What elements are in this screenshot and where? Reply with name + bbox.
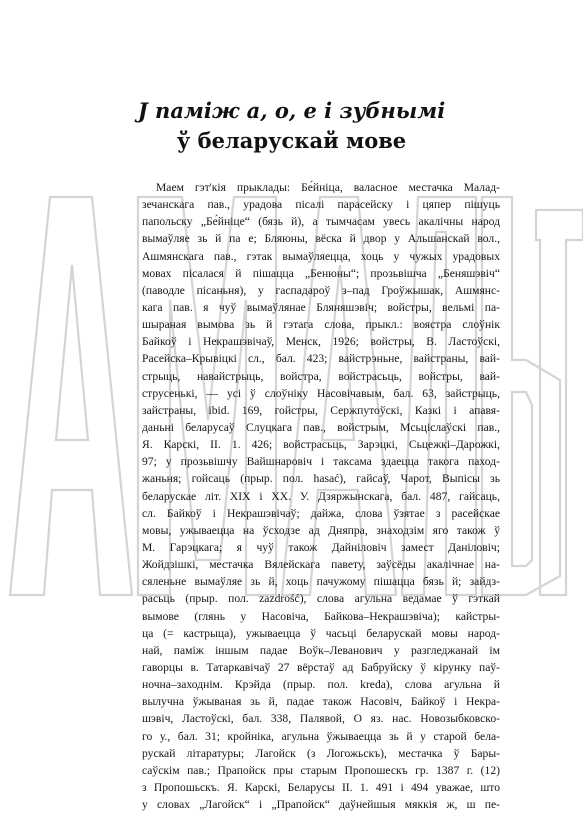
text-line: сл. Байкоў і Некрашэвічаў; дайжа, слова ўзятае з расейскае xyxy=(142,506,500,520)
title-line-2: ў беларускай мове xyxy=(176,128,407,153)
text-line: струсенькі, — усі ў слоўніку Насовічавым, бал. 63, зайстрыць, xyxy=(142,386,500,400)
title-line-1: Ј паміж а, о, е і зубнымі xyxy=(137,98,446,123)
text-line: шыраная вымова зь й гэтага слова, прыкл.: воястра слоўнік xyxy=(142,318,500,332)
text-line: го у., бал. 31; кройніка, агульна ўжываецца зь й у старой бела- xyxy=(142,729,500,743)
text-line: ночна–заходнім. Крэйда (прыр. пол. kreda), слова агульна й xyxy=(142,678,500,692)
text-line: зайстраны, ibid. 169, гойстры, Сержпутоўскі, Казкі і апавя- xyxy=(142,403,500,417)
text-line: Ашмянскага пав., гэтак вымаўляецца, хоць у чужых урадовых xyxy=(142,249,500,263)
text-line: сяленьне вымаўляе зь й, хоць пачужому пішацца бязь й; зайдз- xyxy=(142,575,500,589)
text-line: Расейска–Крывіцкі сл., бал. 423; вайстрэньне, вайстраны, вай- xyxy=(142,352,500,366)
text-line: жаньня; гойсаць (прыр. пол. hasać), гайсаў, Чарот, Выпісы зь xyxy=(142,472,500,486)
text-line: зечанскага пав., урадова пісалі парасейску і цяпер пішуць xyxy=(142,198,500,212)
text-line: вылучна ўжываная зь й, падае також Насовіч, Байкоў і Некра- xyxy=(142,695,500,709)
text-line: Байкоў і Некрашэвічаў, Менск, 1926; войстры, В. Ластоўскі, xyxy=(142,335,500,349)
text-line: у словах „Лагойск“ і „Прапойск“ даўнейшыя мяккія ж, ш пе- xyxy=(142,798,500,812)
text-line: стрыць, навайстрыць, войстра, войстрасьць, войстры, вай- xyxy=(142,369,500,383)
text-line: (паводле пісаньня), у гаспадароў з–пад Гроўжышак, Ашмянс- xyxy=(142,283,500,297)
watermark-letter-a xyxy=(10,197,132,595)
text-line: кага пав. я чуў вымаўлянае Бляняшэвіч; войстры, вельмі па- xyxy=(142,300,500,314)
text-line: гаворцы в. Татаркавічаў 27 вёрстаў ад Бабруйску ў кірунку паў- xyxy=(142,660,500,674)
watermark-letter-t xyxy=(536,210,583,595)
text-line: з Пропошьскъ. Я. Карскі, Беларусы II. 1. 491 і 494 уважае, што xyxy=(142,780,500,794)
text-line: М. Гарэцкага; я чуў також Дайніловіч замест Даніловіч; xyxy=(142,540,500,554)
text-line: Жойдзішкі, местачка Вялейскага павету, заўсёды акалічнае на- xyxy=(142,558,500,572)
text-line: 97; у прозьвішчу Вайшнаровіч і таксама здаецца такога паход- xyxy=(142,455,500,469)
text-line: вымаўляе зь й па е; Бляюны, вёска й двор у Альшанскай вол., xyxy=(142,232,500,246)
text-line: вымове (глянь у Насовіча, Байкова–Некрашэвіча); кайстры- xyxy=(142,609,500,623)
text-line: шэвіч, Ластоўскі, бал. 338, Палявой, О яз. нас. Новозыбковско- xyxy=(142,712,500,726)
text-line: рускай літаратуры; Лагойск (з Логожьскъ), местачка ў Бары- xyxy=(142,746,500,760)
page-title xyxy=(60,96,523,156)
text-line: саўскім пав.; Прапойск пры старым Пропошескъ гр. 1387 г. (12) xyxy=(142,763,500,777)
body-text xyxy=(142,179,500,813)
text-line: папольску „Бе́йніце“ (бязь й), а тымчасам увесь акалічны народ xyxy=(142,215,500,229)
text-line: даньні беларусаў Слуцкага пав., войстрым, Мсьціслаўскі пав., xyxy=(142,420,500,434)
text-line: най, паміж іншым падае Воўк–Леванович у разгледжанай ім xyxy=(142,643,500,657)
text-line: Я. Карскі, II. 1. 426; войстрасьць, Зарэцкі, Сьцежкі–Дарожкі, xyxy=(142,438,500,452)
text-line: беларускае літ. XIX і XX. У. Дзяржынскага, бал. 487, гайсаць, xyxy=(142,489,500,503)
text-line: мовы, ужываецца на ўсходзе ад Дняпра, знаходзім яго також ў xyxy=(142,523,500,537)
text-line: ца (= кастрыца), ужываецца ў часьці беларускай мовы народ- xyxy=(142,626,500,640)
text-line: расьць (прыр. пол. zazdrość), слова агульна ведамае ў гэткай xyxy=(142,592,500,606)
text-line: Маем гэт'кія прыклады: Бе́йніца, валасное местачка Малад- xyxy=(156,181,500,194)
text-line: мовах пісалася й пішацца „Бенюны“; прозьвішча „Беняшэвіч“ xyxy=(142,266,500,280)
